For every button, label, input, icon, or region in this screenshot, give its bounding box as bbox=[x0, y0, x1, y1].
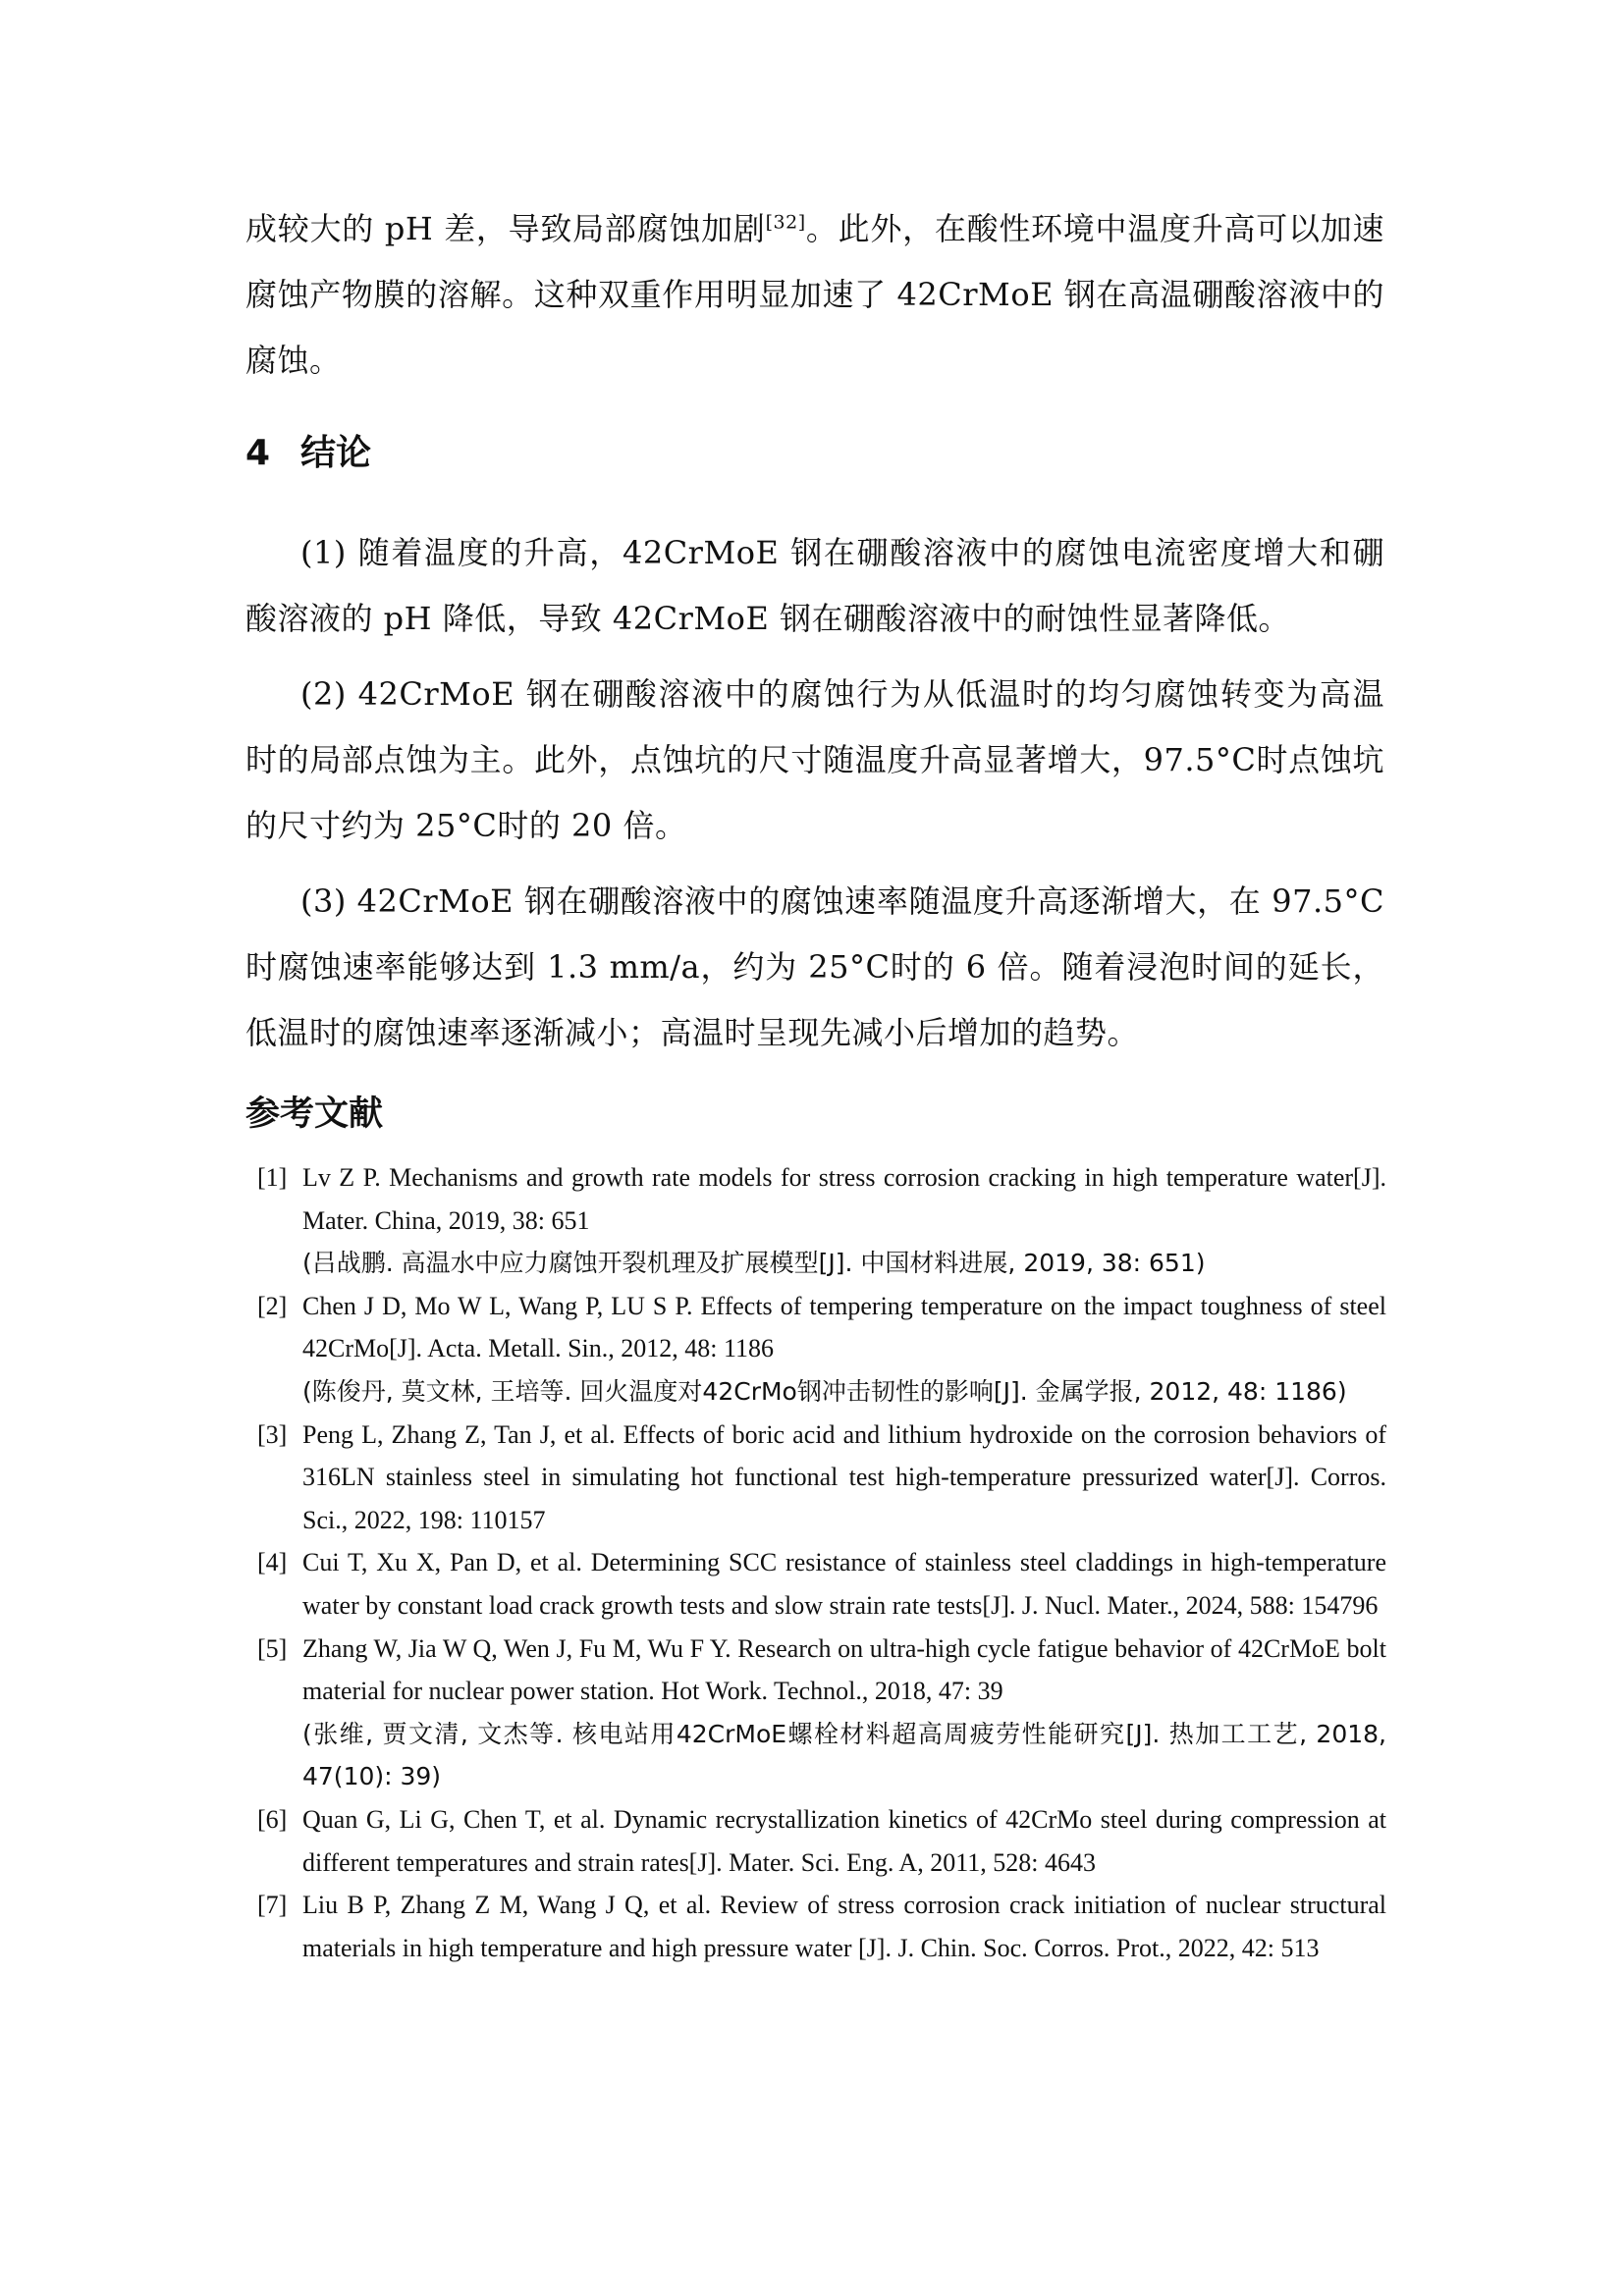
reference-item bbox=[257, 1285, 1386, 1414]
section-title: 结论 bbox=[300, 433, 372, 473]
reference-cn: (吕战鹏. 高温水中应力腐蚀开裂机理及扩展模型[J]. 中国材料进展, 2019, 38: 651) bbox=[302, 1249, 1206, 1278]
reference-cn: (张维, 贾文清, 文杰等. 核电站用42CrMoE螺栓材料超高周疲劳性能研究[J]. 热加工工艺, 2018, 47(10): 39) bbox=[302, 1719, 1386, 1791]
reference-item bbox=[257, 1884, 1386, 1969]
reference-number: [1] bbox=[257, 1163, 288, 1192]
reference-item bbox=[257, 1798, 1386, 1884]
references-heading: 参考文献 bbox=[245, 1095, 384, 1134]
reference-item bbox=[257, 1414, 1386, 1542]
conclusion-item: (3) 42CrMoE 钢在硼酸溶液中的腐蚀速率随温度升高逐渐增大，在 97.5°C时腐蚀速率能够达到 1.3 mm/a，约为 25°C时的 6 倍。随着浸泡时间的延长，低温时的腐蚀速率逐渐减小；高温时呈现先减小后增加的趋势。 bbox=[245, 882, 1384, 1051]
reference-cn: (陈俊丹, 莫文林, 王培等. 回火温度对42CrMo钢冲击韧性的影响[J]. 金属学报, 2012, 48: 1186) bbox=[302, 1376, 1347, 1406]
reference-en: Peng L, Zhang Z, Tan J, et al. Effects of boric acid and lithium hydroxide on the corrosion behaviors of 316LN stainless steel in simulating hot functional test high-temperature pressurized water[J]. Corros. Sci., 2022, 198: 110157 bbox=[302, 1419, 1386, 1534]
reference-number: [6] bbox=[257, 1804, 288, 1834]
reference-number: [7] bbox=[257, 1891, 288, 1920]
section-number: 4 bbox=[245, 433, 271, 473]
section-heading bbox=[245, 425, 371, 475]
intro-block bbox=[245, 196, 1384, 403]
reference-en: Quan G, Li G, Chen T, et al. Dynamic recrystallization kinetics of 42CrMo steel during compression at different temperatures and strain rates[J]. Mater. Sci. Eng. A, 2011, 528: 4643 bbox=[302, 1804, 1386, 1877]
reference-en: Zhang W, Jia W Q, Wen J, Fu M, Wu F Y. Research on ultra-high cycle fatigue behavior of 42CrMoE bolt material for nuclear power station. Hot Work. Technol., 2018, 47: 39 bbox=[302, 1633, 1386, 1706]
reference-en: Liu B P, Zhang Z M, Wang J Q, et al. Review of stress corrosion crack initiation of nuclear structural materials in high temperature and high pressure water [J]. J. Chin. Soc. Corros. Prot., 2022, 42: 513 bbox=[302, 1891, 1386, 1962]
reference-en: Cui T, Xu X, Pan D, et al. Determining SCC resistance of stainless steel claddings in high-temperature water by constant load crack growth tests and slow strain rate tests[J]. J. Nucl. Mater., 2024, 588: 154796 bbox=[302, 1548, 1386, 1620]
reference-item bbox=[257, 1541, 1386, 1627]
reference-item bbox=[257, 1628, 1386, 1798]
conclusion-item: (2) 42CrMoE 钢在硼酸溶液中的腐蚀行为从低温时的均匀腐蚀转变为高温时的局部点蚀为主。此外，点蚀坑的尺寸随温度升高显著增大，97.5°C时点蚀坑的尺寸约为 25°C时的 20 倍。 bbox=[245, 675, 1384, 844]
citation[interactable]: [32] bbox=[765, 211, 806, 234]
reference-list bbox=[257, 1156, 1386, 1969]
reference-number: [2] bbox=[257, 1291, 288, 1320]
reference-number: [4] bbox=[257, 1548, 288, 1577]
conclusion-item: (1) 随着温度的升高，42CrMoE 钢在硼酸溶液中的腐蚀电流密度增大和硼酸溶液的 pH 降低，导致 42CrMoE 钢在硼酸溶液中的耐蚀性显著降低。 bbox=[245, 534, 1384, 637]
reference-en: Chen J D, Mo W L, Wang P, LU S P. Effects of tempering temperature on the impact toughness of steel 42CrMo[J]. Acta. Metall. Sin., 2012, 48: 1186 bbox=[302, 1291, 1386, 1363]
conclusions-block bbox=[245, 520, 1384, 1076]
reference-number: [3] bbox=[257, 1419, 288, 1449]
intro-paragraph: 成较大的 pH 差，导致局部腐蚀加剧[32]。此外，在酸性环境中温度升高可以加速腐蚀产物膜的溶解。这种双重作用明显加速了 42CrMoE 钢在高温硼酸溶液中的腐蚀。 bbox=[245, 210, 1384, 379]
reference-item bbox=[257, 1156, 1386, 1285]
reference-number: [5] bbox=[257, 1633, 288, 1663]
reference-en: Lv Z P. Mechanisms and growth rate models for stress corrosion cracking in high temperature water[J]. Mater. China, 2019, 38: 651 bbox=[302, 1163, 1386, 1235]
